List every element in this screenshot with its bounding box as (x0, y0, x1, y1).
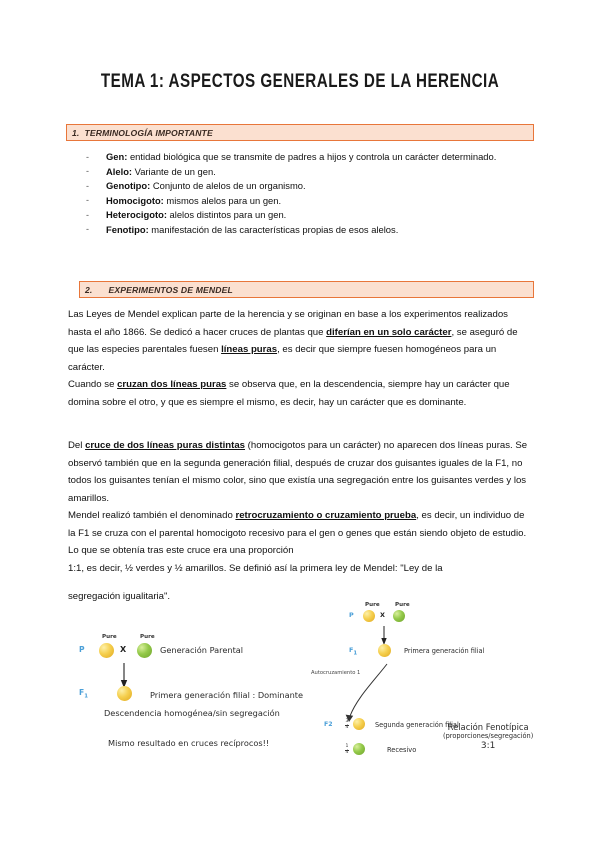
generation-label-f1: $F_1$ (79, 688, 88, 700)
section-label: EXPERIMENTOS DE MENDEL (108, 284, 233, 295)
text-run: Mendel realizó también el denominado (68, 510, 236, 521)
cross-symbol: X (380, 611, 385, 619)
fraction-three-quarters: 3 4 (345, 719, 349, 731)
term-definition: Conjunto de alelos de un organismo. (150, 180, 306, 192)
term-text (106, 208, 534, 222)
generation-label-f2: F2 (324, 721, 333, 728)
diagram-monohybrid-cross-f1 (62, 628, 332, 763)
term-text (106, 150, 534, 164)
term-name: Gen: (106, 151, 128, 162)
pea-green-parent (393, 610, 405, 622)
pure-label-right: Pure (140, 634, 155, 640)
pea-yellow-f2-dominant (353, 718, 365, 730)
pea-green-f2-recessive (353, 743, 365, 755)
phenotypic-ratio-block (443, 722, 533, 751)
caption-cruces-reciprocos: Mismo resultado en cruces recíprocos!! (108, 738, 270, 748)
term-definition: alelos distintos para un gen. (166, 209, 287, 221)
term-name: Homocigoto: (106, 194, 164, 206)
text-run: se observa que, en la descendencia, siempre hay un carácter que domina sobre el otro, y que es siempre el mismo, es decir, hay un carácter que es dominante. (68, 379, 510, 408)
terminology-list (86, 150, 534, 238)
paragraph-segregacion-igualitaria: segregación igualitaria". (68, 591, 171, 602)
pea-yellow-f1 (117, 686, 132, 701)
text-run: (homocigotos para un carácter) no aparecen dos líneas puras. Se observó también que en la segunda generación filial, después de cruzar dos guisantes iguales de la F1, no todos los guisantes tenían el mismo color, sino que existía una segregación entre los guisantes verdes y los amarillos. (68, 440, 528, 504)
paragraph-mendel-laws (68, 306, 533, 376)
term-name: Heterocigoto: (106, 209, 167, 221)
term-name: Fenotipo: (106, 223, 149, 235)
generation-label-p: P (79, 645, 85, 654)
page-title: TEMA 1: ASPECTOS GENERALES DE LA HERENCIA (100, 70, 500, 92)
term-definition: Variante de un gen. (132, 165, 216, 177)
bullet-dash: - (86, 166, 89, 177)
term-text (106, 179, 534, 193)
section-number: 2. (85, 284, 93, 295)
caption-segunda-generacion-filial: Segunda generación filial (375, 721, 459, 729)
term-definition: mismos alelos para un gen. (163, 194, 282, 206)
term-definition: manifestación de las características propias de esos alelos. (148, 223, 399, 235)
list-item (86, 165, 534, 179)
text-run: Del (68, 440, 86, 451)
section-header-experimentos (79, 281, 534, 298)
section-number: 1. (72, 127, 80, 138)
pure-label-left: Pure (365, 602, 380, 608)
text-run: , es decir, un individuo de la F1 se cruza con el parental homocigoto recesivo para el gen o genes que están siendo objeto de estudio. Lo que se obtenía tras este cruce era una proporción (68, 510, 527, 556)
emphasis-cruzan-dos-lineas-puras: cruzan dos líneas puras (117, 379, 227, 390)
emphasis-lineas-puras: líneas puras (221, 344, 278, 355)
list-item (86, 179, 534, 193)
bullet-dash: - (86, 195, 89, 206)
list-item (86, 223, 534, 237)
bullet-dash: - (86, 224, 89, 235)
emphasis-cruce-dos-lineas-distintas: cruce de dos líneas puras distintas (85, 440, 246, 451)
section-header-terminologia (66, 124, 534, 141)
diagram-monohybrid-cross-f2 (311, 598, 580, 773)
term-name: Genotipo: (106, 180, 151, 192)
text-run: , es decir que siempre fuesen homogéneos para un carácter. (68, 344, 497, 373)
pea-yellow-f1 (378, 644, 391, 657)
list-item (86, 150, 534, 164)
paragraph-proporcion-1-1: 1:1, es decir, ½ verdes y ½ amarillos. Se definió así la primera ley de Mendel: "Ley de la (68, 563, 443, 574)
list-item (86, 194, 534, 208)
ratio-value: 3:1 (480, 741, 496, 751)
list-item (86, 208, 534, 222)
caption-primera-generacion-filial: Primera generación filial (404, 647, 485, 655)
term-definition: entidad biológica que se transmite de padres a hijos y controla un carácter determinado. (127, 151, 497, 162)
generation-label-f1: $F_1$ (349, 646, 358, 657)
fraction-one-quarter: 1 4 (345, 744, 349, 756)
emphasis-retrocruzamiento: retrocruzamiento o cruzamiento prueba (235, 510, 417, 521)
section-label: TERMINOLOGÍA IMPORTANTE (84, 127, 213, 138)
pea-yellow-parent (363, 610, 375, 622)
paragraph-cruzan-lineas (68, 376, 533, 411)
generation-label-p: P (349, 611, 354, 619)
text-run: Las Leyes de Mendel explican parte de la herencia y se originan en base a los experimentos realizados hasta el año 1866. Se dedicó a hacer cruces de plantas que (68, 309, 508, 338)
cross-symbol: X (120, 645, 127, 654)
pea-yellow-parent (99, 643, 114, 658)
emphasis-diferian: diferían en un solo carácter (326, 326, 452, 338)
caption-primera-generacion-filial: Primera generación filial : Dominante (150, 690, 304, 700)
bullet-dash: - (86, 151, 89, 162)
caption-recesivo: Recesivo (387, 746, 417, 754)
ratio-subtitle: (proporciones/segregación) (443, 732, 534, 740)
pure-label-right: Pure (395, 602, 410, 608)
text-run: Cuando se (68, 379, 118, 390)
bullet-dash: - (86, 209, 89, 220)
term-name: Alelo: (106, 165, 133, 177)
paragraph-retrocruzamiento (68, 507, 533, 560)
pea-green-parent (137, 643, 152, 658)
ratio-title: Relación Fenotípica (447, 722, 529, 732)
bullet-dash: - (86, 180, 89, 191)
text-run: , se aseguró de que las especies parentales fuesen (68, 326, 518, 355)
pure-label-left: Pure (102, 634, 117, 640)
caption-descendencia-homogenea: Descendencia homogénea/sin segregación (104, 708, 280, 718)
caption-generacion-parental: Generación Parental (160, 645, 244, 655)
term-text (106, 165, 534, 179)
term-text (106, 194, 534, 208)
paragraph-cruce-distintas (68, 437, 533, 507)
label-autocruzamiento: Autocruzamiento 1 (311, 670, 361, 676)
term-text (106, 223, 534, 237)
